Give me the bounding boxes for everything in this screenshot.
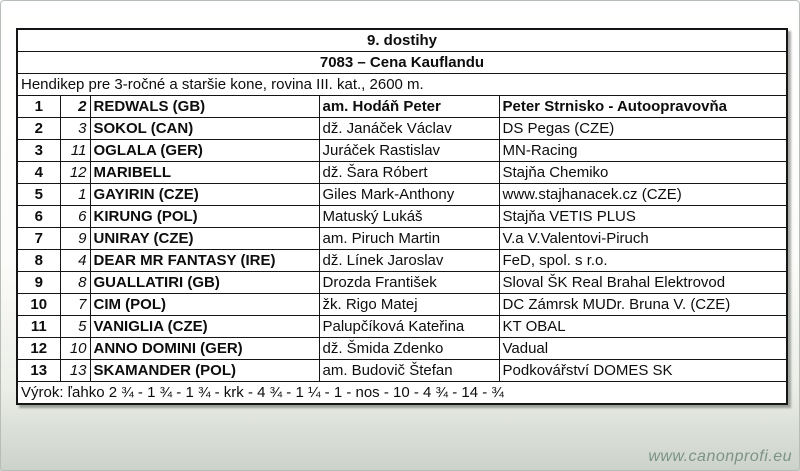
race-conditions-row [17, 74, 787, 96]
position-cell: 11 [17, 316, 60, 338]
position-cell: 4 [17, 162, 60, 184]
position-cell: 12 [17, 338, 60, 360]
owner-cell: KT OBAL [499, 316, 787, 338]
verdict-row [17, 382, 787, 405]
horse-cell: OGLALA (GER) [90, 140, 319, 162]
result-row [17, 140, 787, 162]
position-cell: 9 [17, 272, 60, 294]
result-row [17, 272, 787, 294]
race-number: 9. dostihy [17, 29, 787, 52]
program-number-cell: 8 [60, 272, 90, 294]
horse-cell: CIM (POL) [90, 294, 319, 316]
race-conditions: Hendikep pre 3-ročné a staršie kone, rovina III. kat., 2600 m. [17, 74, 787, 96]
program-number-cell: 6 [60, 206, 90, 228]
position-cell: 2 [17, 118, 60, 140]
rider-cell: Drozda František [319, 272, 499, 294]
verdict-text: Výrok: ľahko 2 ¾ - 1 ¾ - 1 ¾ - krk - 4 ¾ - 1 ¼ - 1 - nos - 10 - 4 ¾ - 14 - ¾ [17, 382, 787, 405]
result-row [17, 184, 787, 206]
rider-cell: am. Hodáň Peter [319, 96, 499, 118]
owner-cell: Vadual [499, 338, 787, 360]
race-result-card [16, 28, 788, 405]
result-row [17, 206, 787, 228]
horse-cell: KIRUNG (POL) [90, 206, 319, 228]
rider-cell: Matuský Lukáš [319, 206, 499, 228]
rider-cell: Giles Mark-Anthony [319, 184, 499, 206]
result-row [17, 316, 787, 338]
result-row [17, 294, 787, 316]
position-cell: 13 [17, 360, 60, 382]
card-footer [17, 382, 787, 405]
rider-cell: Juráček Rastislav [319, 140, 499, 162]
result-row [17, 338, 787, 360]
rider-cell: am. Piruch Martin [319, 228, 499, 250]
program-number-cell: 9 [60, 228, 90, 250]
race-number-row [17, 29, 787, 52]
owner-cell: FeD, spol. s r.o. [499, 250, 787, 272]
horse-cell: MARIBELL [90, 162, 319, 184]
horse-cell: GAYIRIN (CZE) [90, 184, 319, 206]
program-number-cell: 4 [60, 250, 90, 272]
position-cell: 3 [17, 140, 60, 162]
results-table [16, 28, 788, 405]
owner-cell: Sloval ŠK Real Brahal Elektrovod [499, 272, 787, 294]
rider-cell: Palupčíková Kateřina [319, 316, 499, 338]
result-row [17, 96, 787, 118]
program-number-cell: 1 [60, 184, 90, 206]
rider-cell: dž. Janáček Václav [319, 118, 499, 140]
result-row [17, 250, 787, 272]
owner-cell: V.a V.Valentovi-Piruch [499, 228, 787, 250]
race-name: 7083 – Cena Kauflandu [17, 52, 787, 74]
horse-cell: VANIGLIA (CZE) [90, 316, 319, 338]
result-row [17, 162, 787, 184]
program-number-cell: 5 [60, 316, 90, 338]
position-cell: 8 [17, 250, 60, 272]
program-number-cell: 12 [60, 162, 90, 184]
owner-cell: Peter Strnisko - Autoopravovňa [499, 96, 787, 118]
horse-cell: ANNO DOMINI (GER) [90, 338, 319, 360]
horse-cell: REDWALS (GB) [90, 96, 319, 118]
card-header [17, 29, 787, 96]
program-number-cell: 3 [60, 118, 90, 140]
program-number-cell: 7 [60, 294, 90, 316]
rider-cell: dž. Šara Róbert [319, 162, 499, 184]
owner-cell: www.stajhanacek.cz (CZE) [499, 184, 787, 206]
horse-cell: UNIRAY (CZE) [90, 228, 319, 250]
results-body [17, 96, 787, 382]
position-cell: 6 [17, 206, 60, 228]
rider-cell: am. Budovič Štefan [319, 360, 499, 382]
owner-cell: Stajňa VETIS PLUS [499, 206, 787, 228]
position-cell: 10 [17, 294, 60, 316]
horse-cell: SKAMANDER (POL) [90, 360, 319, 382]
position-cell: 7 [17, 228, 60, 250]
horse-cell: GUALLATIRI (GB) [90, 272, 319, 294]
rider-cell: dž. Šmida Zdenko [319, 338, 499, 360]
owner-cell: DS Pegas (CZE) [499, 118, 787, 140]
position-cell: 1 [17, 96, 60, 118]
program-number-cell: 2 [60, 96, 90, 118]
owner-cell: Stajňa Chemiko [499, 162, 787, 184]
rider-cell: žk. Rigo Matej [319, 294, 499, 316]
program-number-cell: 10 [60, 338, 90, 360]
position-cell: 5 [17, 184, 60, 206]
watermark: www.canonprofi.eu [648, 448, 792, 465]
race-name-row [17, 52, 787, 74]
owner-cell: MN-Racing [499, 140, 787, 162]
horse-cell: DEAR MR FANTASY (IRE) [90, 250, 319, 272]
rider-cell: dž. Línek Jaroslav [319, 250, 499, 272]
result-row [17, 228, 787, 250]
result-row [17, 360, 787, 382]
program-number-cell: 11 [60, 140, 90, 162]
owner-cell: Podkovářství DOMES SK [499, 360, 787, 382]
horse-cell: SOKOL (CAN) [90, 118, 319, 140]
owner-cell: DC Zámrsk MUDr. Bruna V. (CZE) [499, 294, 787, 316]
program-number-cell: 13 [60, 360, 90, 382]
result-row [17, 118, 787, 140]
